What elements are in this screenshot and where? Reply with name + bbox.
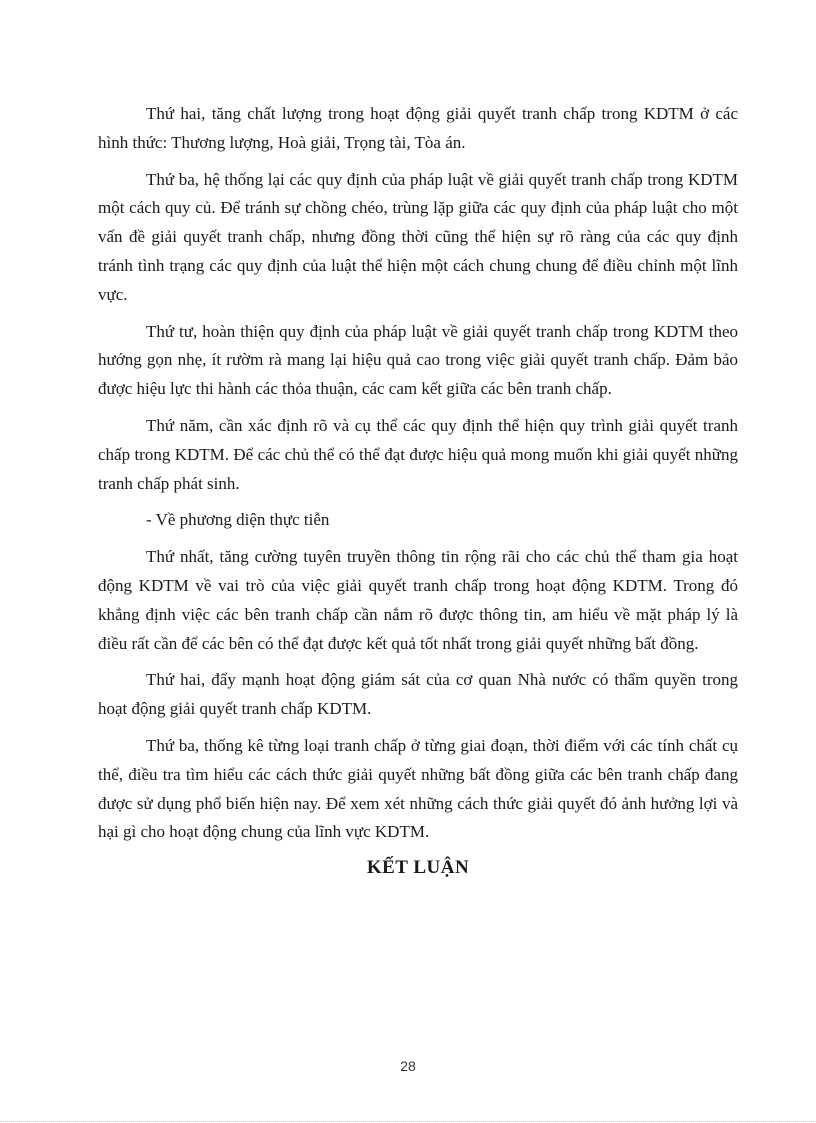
paragraph-define-procedures: Thứ năm, cần xác định rõ và cụ thể các quy định thể hiện quy trình giải quyết tranh chấp trong KDTM. Để các chủ thể có thể đạt được hiệu quả mong muốn khi giải quyết những tranh chấp phát sinh. [98,415,738,493]
paragraph-promote-information: Thứ nhất, tăng cường tuyên truyền thông tin rộng rãi cho các chủ thể tham gia hoạt động KDTM về vai trò của việc giải quyết tranh chấp trong hoạt động KDTM. Trong đó khẳng định việc các bên tranh chấp cần nắm rõ được thông tin, am hiểu về mặt pháp lý là điều rất cần để các bên có thể đạt được kết quả tốt nhất trong giải quyết những bất đồng. [98,547,738,653]
paragraph-streamline-regulations: Thứ tư, hoàn thiện quy định của pháp luật về giải quyết tranh chấp trong KDTM theo hướng gọn nhẹ, ít rườm rà mang lại hiệu quả cao trong việc giải quyết tranh chấp. Đảm bảo được hiệu lực thi hành các thỏa thuận, các cam kết giữa các bên tranh chấp. [98,321,738,399]
page-number: 28 [400,1058,416,1074]
paragraph-strengthen-supervision: Thứ hai, đẩy mạnh hoạt động giám sát của cơ quan Nhà nước có thẩm quyền trong hoạt động giải quyết tranh chấp KDTM. [98,670,738,719]
paragraph-improve-dispute-quality: Thứ hai, tăng chất lượng trong hoạt động giải quyết tranh chấp trong KDTM ở các hình thức: Thương lượng, Hoà giải, Trọng tài, Tòa án. [98,104,738,152]
section-heading-conclusion: KẾT LUẬN [366,857,470,879]
paragraph-systematize-regulations: Thứ ba, hệ thống lại các quy định của pháp luật về giải quyết tranh chấp trong KDTM một cách quy củ. Để tránh sự chồng chéo, trùng lặp giữa các quy định của pháp luật cho một vấn đề giải quyết tranh chấp, nhưng đồng thời cũng thể hiện sự rõ ràng của các quy định tránh tình trạng các quy định của luật thể hiện một cách chung chung để điều chỉnh một lĩnh vực. [98,169,738,304]
page-bottom-divider [0,1121,816,1122]
page-body [98,100,738,879]
subheading-practical-aspect: - Về phương diện thực tiễn [146,510,330,530]
paragraph-statistics-disputes: Thứ ba, thống kê từng loại tranh chấp ở từng giai đoạn, thời điểm với các tính chất cụ thể, điều tra tìm hiểu các cách thức giải quyết những bất đồng giữa các bên tranh chấp đang được sử dụng phổ biến hiện nay. Để xem xét những cách thức giải quyết đó ảnh hưởng lợi và hại gì cho hoạt động chung của lĩnh vực KDTM. [98,735,738,842]
